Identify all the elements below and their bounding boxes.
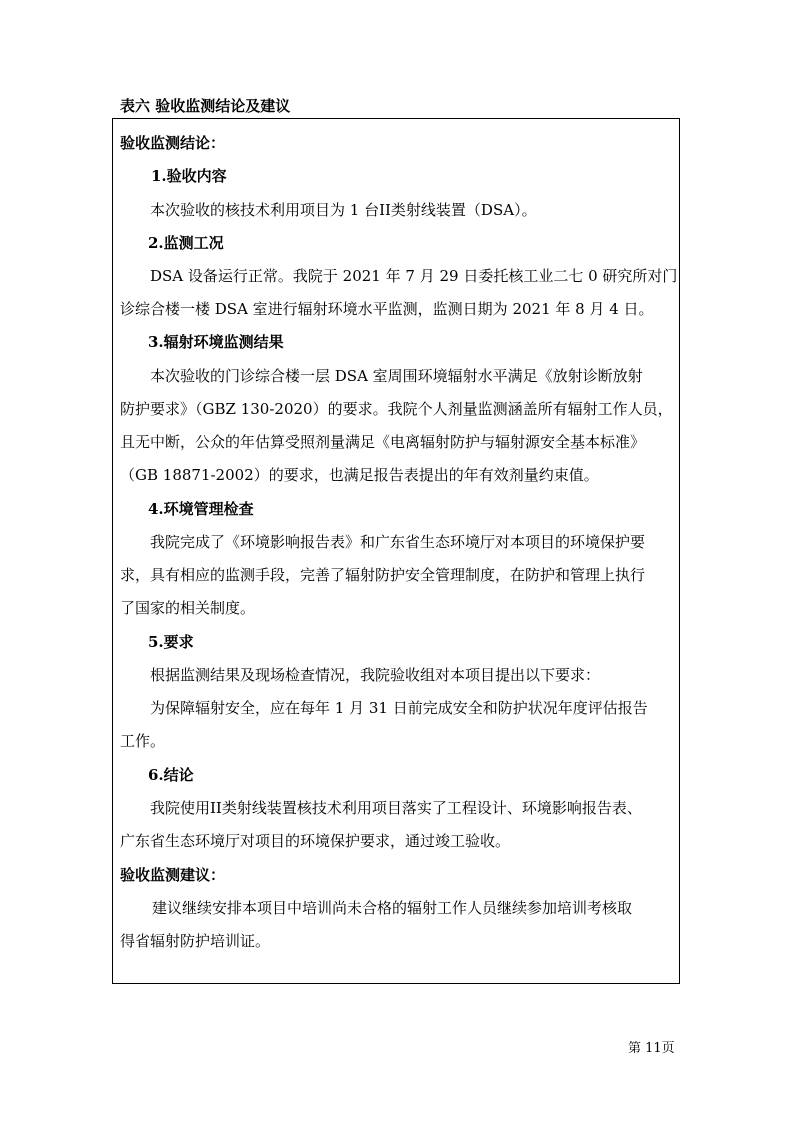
section-heading-acceptance-content: 1.验收内容 (151, 167, 227, 185)
paragraph-line: 根据监测结果及现场检查情况，我院验收组对本项目提出以下要求： (150, 666, 601, 684)
paragraph-line: 我院使用II类射线装置核技术利用项目落实了工程设计、环境影响报告表、 (150, 799, 642, 817)
paragraph-line: 建议继续安排本项目中培训尚未合格的辐射工作人员继续参加培训考核取 (152, 899, 633, 917)
paragraph-line: （GB 18871-2002）的要求，也满足报告表提出的年有效剂量约束值。 (120, 466, 599, 484)
table-title: 表六 验收监测结论及建议 (120, 97, 291, 115)
paragraph-line: 我院完成了《环境影响报告表》和广东省生态环境厅对本项目的环境保护要 (150, 533, 646, 551)
paragraph-line: DSA 设备运行正常。我院于 2021 年 7 月 29 日委托核工业二七 0 研究所对门 (150, 267, 678, 285)
paragraph-line: 本次验收的核技术利用项目为 1 台II类射线装置（DSA）。 (150, 201, 537, 219)
section-heading-radiation-results: 3.辐射环境监测结果 (148, 333, 284, 351)
section-heading-conclusion: 6.结论 (148, 766, 194, 784)
paragraph-line: 防护要求》（GBZ 130-2020）的要求。我院个人剂量监测涵盖所有辐射工作人员， (120, 400, 673, 418)
conclusion-heading: 验收监测结论： (120, 134, 226, 152)
paragraph-line: 诊综合楼一楼 DSA 室进行辐射环境水平监测，监测日期为 2021 年 8 月 4 日。 (120, 300, 654, 318)
paragraph-line: 了国家的相关制度。 (120, 599, 256, 617)
paragraph-line: 广东省生态环境厅对项目的环境保护要求，通过竣工验收。 (120, 832, 511, 850)
paragraph-line: 本次验收的门诊综合楼一层 DSA 室周围环境辐射水平满足《放射诊断放射 (150, 367, 643, 385)
section-heading-environment-check: 4.环境管理检查 (148, 500, 254, 518)
section-heading-monitoring-conditions: 2.监测工况 (148, 234, 224, 252)
paragraph-line: 求，具有相应的监测手段，完善了辐射防护安全管理制度，在防护和管理上执行 (120, 566, 646, 584)
suggestion-heading: 验收监测建议： (120, 866, 226, 884)
paragraph-line: 得省辐射防护培训证。 (120, 932, 271, 950)
paragraph-line: 且无中断，公众的年估算受照剂量满足《电离辐射防护与辐射源安全基本标准》 (120, 433, 646, 451)
page-number: 第 11页 (628, 1041, 675, 1056)
paragraph-line: 为保障辐射安全，应在每年 1 月 31 日前完成安全和防护状况年度评估报告 (150, 699, 648, 717)
section-heading-requirements: 5.要求 (148, 633, 194, 651)
paragraph-line: 工作。 (120, 732, 166, 750)
